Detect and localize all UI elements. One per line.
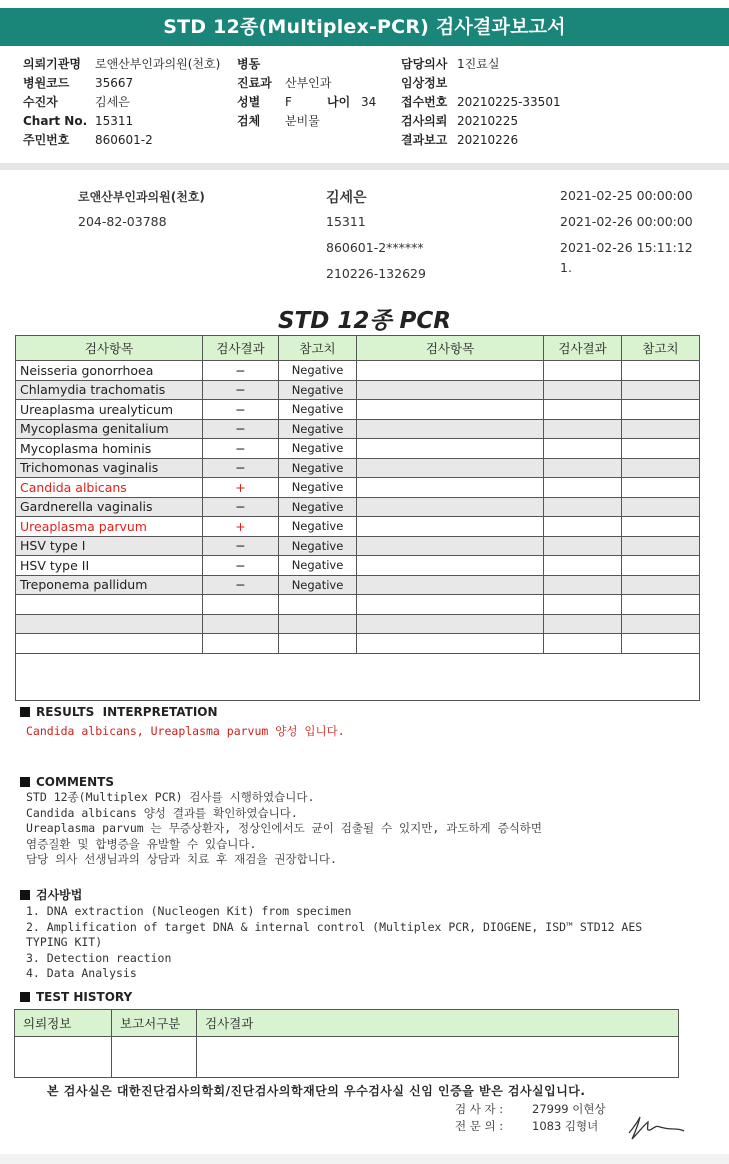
- field-value: 20210226: [457, 133, 519, 147]
- test-result: −: [203, 400, 279, 420]
- reference-value: Negative: [279, 419, 357, 439]
- method-line: 3. Detection reaction: [26, 950, 172, 965]
- empty-cell: [357, 556, 544, 576]
- field-label: 의뢰기관명: [23, 57, 81, 71]
- method-line: 4. Data Analysis: [26, 966, 137, 980]
- empty-cell: [544, 634, 622, 654]
- empty-cell: [16, 634, 203, 654]
- test-result: −: [203, 458, 279, 478]
- reference-value: Negative: [279, 517, 357, 537]
- tester-role: 검 사 자 :: [455, 1102, 504, 1116]
- reference-value: Negative: [279, 380, 357, 400]
- table-row: [16, 478, 700, 498]
- reference-value: Negative: [279, 536, 357, 556]
- empty-cell: [544, 400, 622, 420]
- test-result: +: [203, 517, 279, 537]
- empty-cell: [622, 419, 700, 439]
- empty-cell: [544, 458, 622, 478]
- report-id: 210226-132629: [326, 266, 426, 281]
- clinic-name: 로앤산부인과의원(천호): [78, 190, 205, 204]
- field-value: 김세은: [95, 95, 130, 109]
- empty-cell: [203, 595, 279, 615]
- method-line: 2. Amplification of target DNA & internal control (Multiplex PCR, DIOGENE, ISD™ STD12 AES: [26, 919, 643, 934]
- test-result: −: [203, 575, 279, 595]
- column-header: 검사항목: [16, 336, 203, 361]
- column-header: 검사결과: [197, 1010, 679, 1037]
- section-divider: [0, 163, 729, 170]
- reference-value: Negative: [279, 458, 357, 478]
- test-item: Ureaplasma parvum: [16, 517, 203, 537]
- header-col-2: [237, 55, 376, 131]
- field-label: 접수번호: [401, 95, 448, 109]
- field-label: Chart No.: [23, 114, 88, 128]
- field-label: 임상정보: [401, 76, 448, 90]
- empty-cell: [357, 575, 544, 595]
- header-col-1: [23, 55, 220, 150]
- pcr-title: STD 12종 PCR: [277, 308, 452, 334]
- test-item: Mycoplasma hominis: [16, 439, 203, 459]
- empty-cell: [622, 536, 700, 556]
- empty-cell: [622, 614, 700, 634]
- empty-cell: [203, 634, 279, 654]
- field-label: 병원코드: [23, 76, 70, 90]
- table-row: [16, 497, 700, 517]
- certification-footer: 본 검사실은 대한진단검사의학회/진단검사의학재단의 우수검사실 신임 인증을 받은 검사실입니다.: [47, 1084, 586, 1098]
- test-result: −: [203, 439, 279, 459]
- history-heading: TEST HISTORY: [36, 990, 133, 1004]
- table-row: [16, 439, 700, 459]
- test-result: −: [203, 361, 279, 381]
- table-row: [16, 361, 700, 381]
- field-value: 20210225: [457, 114, 519, 128]
- table-row: [16, 634, 700, 654]
- table-row: [16, 517, 700, 537]
- test-item: Ureaplasma urealyticum: [16, 400, 203, 420]
- test-result: −: [203, 497, 279, 517]
- column-header: 의뢰정보: [15, 1010, 112, 1037]
- test-result: −: [203, 556, 279, 576]
- empty-cell: [622, 595, 700, 615]
- table-row: [15, 1037, 679, 1078]
- business-number: 204-82-03788: [78, 214, 167, 229]
- comment-line: 염증질환 및 합병증을 유발할 수 있습니다.: [26, 836, 257, 851]
- test-item: HSV type I: [16, 536, 203, 556]
- results-body: [16, 361, 700, 701]
- field-label: 병동: [237, 57, 261, 71]
- interpretation-heading: RESULTS INTERPRETATION: [36, 705, 218, 719]
- empty-cell: [544, 536, 622, 556]
- table-row: [16, 653, 700, 700]
- tester-value: 27999 이현상: [532, 1102, 606, 1116]
- empty-cell: [357, 634, 544, 654]
- signature-image: [626, 1113, 688, 1143]
- reference-value: Negative: [279, 497, 357, 517]
- field-label: 성별: [237, 95, 261, 109]
- empty-cell: [622, 361, 700, 381]
- reference-value: Negative: [279, 439, 357, 459]
- reported-date: 2021-02-26 15:11:12: [560, 240, 693, 255]
- field-value: 860601-2: [95, 133, 153, 147]
- comment-line: Ureaplasma parvum 는 무증상환자, 정상인에서도 균이 검출될 수 있지만, 과도하게 증식하면: [26, 821, 543, 835]
- header-col-3: [401, 55, 561, 150]
- field-label: 검체: [237, 114, 261, 128]
- column-header: 검사결과: [544, 336, 622, 361]
- reference-value: Negative: [279, 361, 357, 381]
- empty-cell: [622, 575, 700, 595]
- empty-cell: [544, 517, 622, 537]
- test-item: Candida albicans: [16, 478, 203, 498]
- test-item: Trichomonas vaginalis: [16, 458, 203, 478]
- field-value: 20210225-33501: [457, 95, 561, 109]
- empty-cell: [622, 556, 700, 576]
- field-label: 주민번호: [23, 133, 70, 147]
- table-row: [16, 458, 700, 478]
- reported-date-continued: 1.: [560, 260, 572, 275]
- empty-cell: [16, 614, 203, 634]
- table-row: [16, 575, 700, 595]
- test-item: Chlamydia trachomatis: [16, 380, 203, 400]
- empty-cell: [357, 595, 544, 615]
- report-title: STD 12종(Multiplex-PCR) 검사결과보고서: [0, 8, 729, 46]
- test-result: −: [203, 536, 279, 556]
- empty-cell: [544, 497, 622, 517]
- field-label: 결과보고: [401, 133, 448, 147]
- square-bullet-icon: [20, 890, 30, 900]
- field-label: 검사의뢰: [401, 114, 448, 128]
- interpretation-section: [20, 705, 345, 740]
- test-result: −: [203, 419, 279, 439]
- field-value: 분비물: [285, 114, 320, 128]
- interpretation-text: Candida albicans, Ureaplasma parvum 양성 입니다.: [26, 724, 345, 738]
- test-item: Mycoplasma genitalium: [16, 419, 203, 439]
- empty-cell: [279, 634, 357, 654]
- reference-value: Negative: [279, 478, 357, 498]
- empty-cell: [357, 497, 544, 517]
- method-line: TYPING KIT): [26, 935, 103, 949]
- comments-section: [20, 775, 542, 868]
- empty-cell: [357, 517, 544, 537]
- empty-cell: [622, 380, 700, 400]
- empty-cell: [357, 614, 544, 634]
- empty-cell: [544, 419, 622, 439]
- empty-cell: [544, 361, 622, 381]
- column-header: 참고치: [279, 336, 357, 361]
- table-row: [16, 380, 700, 400]
- empty-cell: [544, 595, 622, 615]
- table-row: [16, 614, 700, 634]
- empty-cell: [544, 380, 622, 400]
- age-label: 나이: [327, 95, 351, 109]
- reference-value: Negative: [279, 556, 357, 576]
- empty-cell: [357, 439, 544, 459]
- test-item: Neisseria gonorrhoea: [16, 361, 203, 381]
- square-bullet-icon: [20, 992, 30, 1002]
- table-header-row: [16, 336, 700, 361]
- column-header: 검사항목: [357, 336, 544, 361]
- field-value: 1진료실: [457, 57, 500, 71]
- table-row: [16, 595, 700, 615]
- tested-date: 2021-02-26 00:00:00: [560, 214, 693, 229]
- empty-cell: [544, 556, 622, 576]
- empty-cell: [16, 595, 203, 615]
- square-bullet-icon: [20, 777, 30, 787]
- field-label: 진료과: [237, 76, 272, 90]
- empty-cell: [622, 497, 700, 517]
- column-header: 보고서구분: [112, 1010, 197, 1037]
- test-item: HSV type II: [16, 556, 203, 576]
- column-header: 검사결과: [203, 336, 279, 361]
- empty-cell: [357, 458, 544, 478]
- results-table: [15, 335, 700, 701]
- empty-cell: [357, 419, 544, 439]
- method-section: [20, 886, 642, 982]
- field-label: 수진자: [23, 95, 58, 109]
- table-row: [16, 536, 700, 556]
- empty-cell: [357, 400, 544, 420]
- comment-line: STD 12종(Multiplex PCR) 검사를 시행하였습니다.: [26, 790, 315, 804]
- history-table: [14, 1009, 679, 1078]
- empty-cell: [544, 478, 622, 498]
- empty-cell: [357, 361, 544, 381]
- field-value: 로앤산부인과의원(천호): [95, 57, 221, 71]
- empty-cell: [357, 478, 544, 498]
- empty-cell: [622, 439, 700, 459]
- patient-name: 김세은: [326, 190, 367, 206]
- age-value: 34: [361, 95, 377, 109]
- empty-cell: [622, 458, 700, 478]
- empty-cell: [544, 439, 622, 459]
- table-row: [16, 556, 700, 576]
- empty-cell: [622, 517, 700, 537]
- table-row: [16, 419, 700, 439]
- field-value: F: [285, 95, 292, 109]
- test-result: −: [203, 380, 279, 400]
- test-item: Treponema pallidum: [16, 575, 203, 595]
- comment-line: Candida albicans 양성 결과를 확인하였습니다.: [26, 805, 298, 820]
- square-bullet-icon: [20, 707, 30, 717]
- empty-cell: [16, 653, 700, 700]
- reference-value: Negative: [279, 400, 357, 420]
- comments-heading: COMMENTS: [36, 775, 114, 789]
- received-date: 2021-02-25 00:00:00: [560, 188, 693, 203]
- chart-number: 15311: [326, 214, 366, 229]
- test-item: Gardnerella vaginalis: [16, 497, 203, 517]
- empty-cell: [544, 575, 622, 595]
- method-line: 1. DNA extraction (Nucleogen Kit) from specimen: [26, 904, 352, 918]
- resident-number: 860601-2******: [326, 240, 424, 255]
- column-header: 참고치: [622, 336, 700, 361]
- comment-line: 담당 의사 선생님과의 상담과 치료 후 재검을 권장합니다.: [26, 852, 337, 866]
- empty-cell: [622, 400, 700, 420]
- empty-cell: [622, 478, 700, 498]
- empty-cell: [544, 614, 622, 634]
- specialist-role: 전 문 의 :: [455, 1119, 504, 1133]
- empty-cell: [203, 614, 279, 634]
- reference-value: Negative: [279, 575, 357, 595]
- test-result: +: [203, 478, 279, 498]
- method-heading: 검사방법: [36, 888, 83, 902]
- field-value: 35667: [95, 76, 134, 90]
- empty-cell: [279, 614, 357, 634]
- empty-cell: [279, 595, 357, 615]
- field-value: 산부인과: [285, 76, 332, 90]
- field-value: 15311: [95, 114, 134, 128]
- empty-cell: [622, 634, 700, 654]
- field-label: 담당의사: [401, 57, 448, 71]
- empty-cell: [357, 380, 544, 400]
- table-row: [16, 400, 700, 420]
- history-section: [20, 990, 132, 1004]
- empty-cell: [357, 536, 544, 556]
- specialist-value: 1083 김형녀: [532, 1119, 599, 1133]
